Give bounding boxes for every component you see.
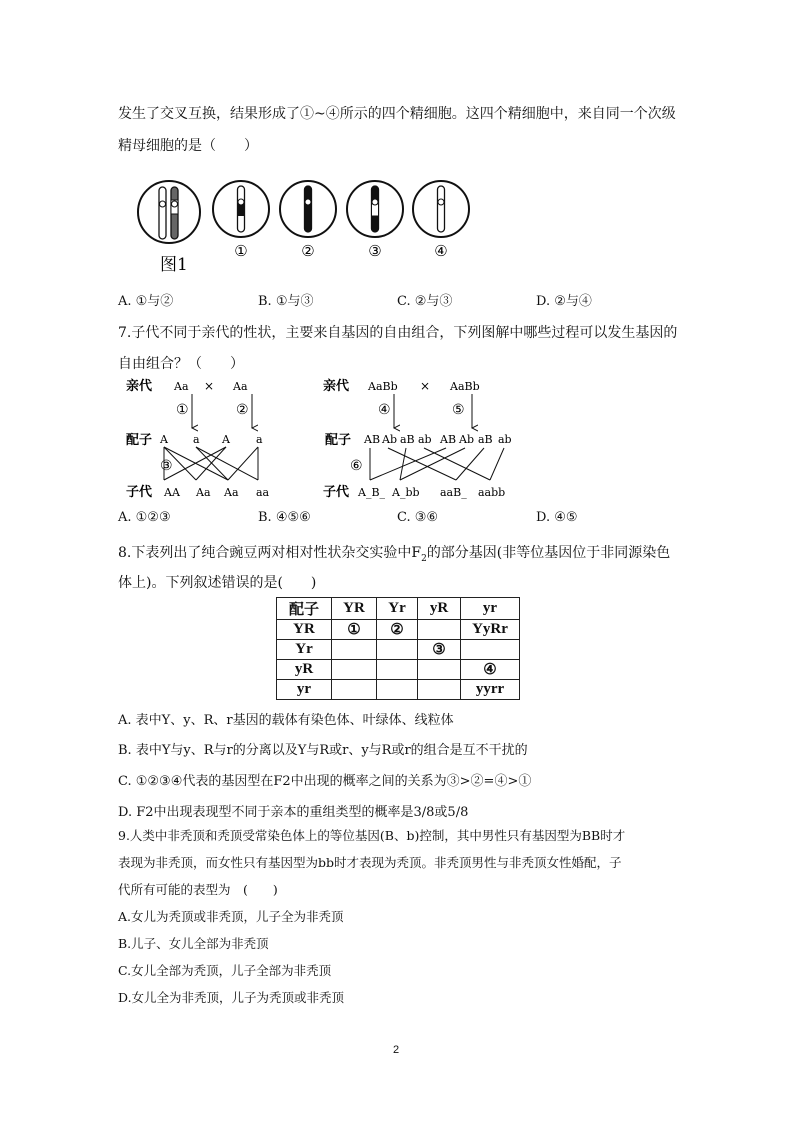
right-cross-sign: ×: [420, 379, 431, 393]
q9-option-a: A.女儿为秃顶或非秃顶，儿子全为非秃顶: [118, 909, 344, 924]
right-parent-1: AaBb: [368, 380, 398, 393]
left-gamete: a: [193, 433, 200, 446]
table-cell: [461, 640, 520, 660]
table-cell: [418, 660, 461, 680]
table-cell: [377, 640, 418, 660]
cell-4-label: ④: [434, 242, 448, 260]
right-gamete: ab: [498, 433, 512, 446]
left-gamete: A: [160, 433, 168, 446]
left-offspring: aa: [256, 486, 270, 499]
genotype-table: [276, 597, 520, 700]
table-cell: [418, 620, 461, 640]
left-offspring: Aa: [224, 486, 239, 499]
table-header-row: [277, 598, 520, 620]
left-gamete: a: [256, 433, 263, 446]
q6-text-line1: 发生了交叉互换，结果形成了①~④所示的四个精细胞。这四个精细胞中，来自同一个次级: [118, 106, 676, 122]
right-offspring-label: 子代: [323, 485, 350, 500]
table-cell: [377, 660, 418, 680]
step-5: ⑤: [452, 402, 465, 418]
q8-option-b: B. 表中Y与y、R与r的分离以及Y与R或r、y与R或r的组合是互不干扰的: [118, 743, 528, 758]
table-cell: yR: [277, 660, 332, 680]
right-gamete: aB: [478, 433, 493, 446]
q7-option-b: B. ④⑤⑥: [258, 510, 311, 525]
right-gamete: ab: [418, 433, 432, 446]
table-cell: yyrr: [461, 680, 520, 700]
cell-4: [413, 181, 469, 237]
table-cell: ④: [461, 660, 520, 680]
table-row: [277, 660, 520, 680]
table-cell: yr: [277, 680, 332, 700]
left-cross-sign: ×: [204, 379, 215, 393]
right-parent-2: AaBb: [450, 380, 480, 393]
left-parent-2: Aa: [233, 380, 248, 393]
cross-diagram-left: [126, 378, 270, 500]
table-header-cell: Yr: [377, 598, 418, 620]
table-cell: ③: [418, 640, 461, 660]
table-header-cell: YR: [332, 598, 377, 620]
q6-option-c: C. ②与③: [397, 294, 453, 309]
table-header-cell: 配子: [277, 598, 332, 620]
table-cell: ②: [377, 620, 418, 640]
right-offspring: aabb: [478, 486, 506, 499]
chromosome-figure: [130, 172, 490, 276]
cell-1-label: ①: [234, 242, 248, 260]
right-gamete: AB: [440, 433, 457, 446]
q9-option-d: D.女儿全为非秃顶，儿子为秃顶或非秃顶: [118, 990, 345, 1005]
table-cell: [332, 640, 377, 660]
cell-2-label: ②: [301, 242, 315, 260]
left-parent-1: Aa: [174, 380, 189, 393]
q6-option-b: B. ①与③: [258, 294, 314, 309]
table-cell: Yr: [277, 640, 332, 660]
q7-option-d: D. ④⑤: [536, 510, 578, 525]
right-parent-label: 亲代: [323, 379, 350, 394]
table-cell: YR: [277, 620, 332, 640]
table-cell: [418, 680, 461, 700]
step-3: ③: [160, 458, 173, 474]
table-cell: [332, 680, 377, 700]
f2-subscript: 2: [421, 553, 427, 564]
q6-option-d: D. ②与④: [536, 294, 592, 309]
table-header-cell: yR: [418, 598, 461, 620]
left-parent-label: 亲代: [126, 379, 153, 394]
cross-diagram-right: [323, 378, 512, 500]
q9-option-b: B.儿子、女儿全部为非秃顶: [118, 936, 269, 951]
right-gamete: Ab: [382, 433, 397, 446]
q6-option-a: A. ①与②: [118, 294, 174, 309]
q8-text-line1: 8.下表列出了纯合豌豆两对相对性状杂交实验中$F_2$的部分基因(非等位基因位于非同源染色: [118, 545, 671, 564]
right-gamete: AB: [364, 433, 381, 446]
q9-option-c: C.女儿全部为秃顶，儿子全部为非秃顶: [118, 963, 332, 978]
q9-text-line3: 代所有可能的表型为 ( ): [118, 882, 278, 897]
table-cell: YyRr: [461, 620, 520, 640]
q7-option-a: A. ①②③: [118, 510, 171, 525]
table-cell: ①: [332, 620, 377, 640]
right-offspring: A_bb: [392, 486, 420, 499]
table-cell: [377, 680, 418, 700]
q9-text-line2: 表现为非秃顶，而女性只有基因型为bb时才表现为秃顶。非秃顶男性与非秃顶女性婚配，子: [118, 855, 622, 870]
step-2: ②: [236, 402, 249, 418]
right-offspring: aaB_: [440, 486, 467, 499]
q7-option-c: C. ③⑥: [397, 510, 439, 525]
q9-text-line1: 9.人类中非秃顶和秃顶受常染色体上的等位基因(B、b)控制，其中男性只有基因型为BB时才: [118, 828, 626, 843]
table-row: [277, 680, 520, 700]
right-offspring: A_B_: [358, 486, 386, 499]
cell-1: [213, 181, 269, 237]
left-offspring: Aa: [196, 486, 211, 499]
step-6: ⑥: [350, 458, 363, 474]
fig1-cell: [138, 181, 200, 243]
table-cell: [332, 660, 377, 680]
q6-text-line2: 精母细胞的是（ ）: [118, 138, 258, 154]
table-header-cell: yr: [461, 598, 520, 620]
left-offspring: AA: [164, 486, 180, 499]
right-gamete: aB: [400, 433, 415, 446]
q8-text-line2: 体上)。下列叙述错误的是( ): [118, 575, 317, 591]
q8-option-c: C. ①②③④代表的基因型在F2中出现的概率之间的关系为③>②=④>①: [118, 774, 532, 789]
table-row: [277, 620, 520, 640]
step-1: ①: [176, 402, 189, 418]
cell-3-label: ③: [368, 242, 382, 260]
page-number: 2: [393, 1044, 400, 1056]
left-gamete-label: 配子: [126, 433, 153, 448]
step-4: ④: [378, 402, 391, 418]
right-gamete: Ab: [459, 433, 474, 446]
cell-2: [280, 181, 336, 237]
left-gamete: A: [222, 433, 230, 446]
table-row: [277, 640, 520, 660]
q7-text-line1: 7.子代不同于亲代的性状，主要来自基因的自由组合，下列图解中哪些过程可以发生基因的: [118, 325, 678, 341]
q8-option-d: D. F2中出现表现型不同于亲本的重组类型的概率是3/8或5/8: [118, 805, 469, 820]
right-gamete-label: 配子: [325, 433, 352, 448]
fig1-label: 图1: [160, 255, 188, 275]
cell-3: [347, 181, 403, 237]
left-offspring-label: 子代: [126, 485, 153, 500]
q7-text-line2: 自由组合？（ ）: [118, 356, 244, 372]
q8-option-a: A. 表中Y、y、R、r基因的载体有染色体、叶绿体、线粒体: [118, 713, 454, 728]
q7-crossing-diagram: [118, 372, 528, 502]
